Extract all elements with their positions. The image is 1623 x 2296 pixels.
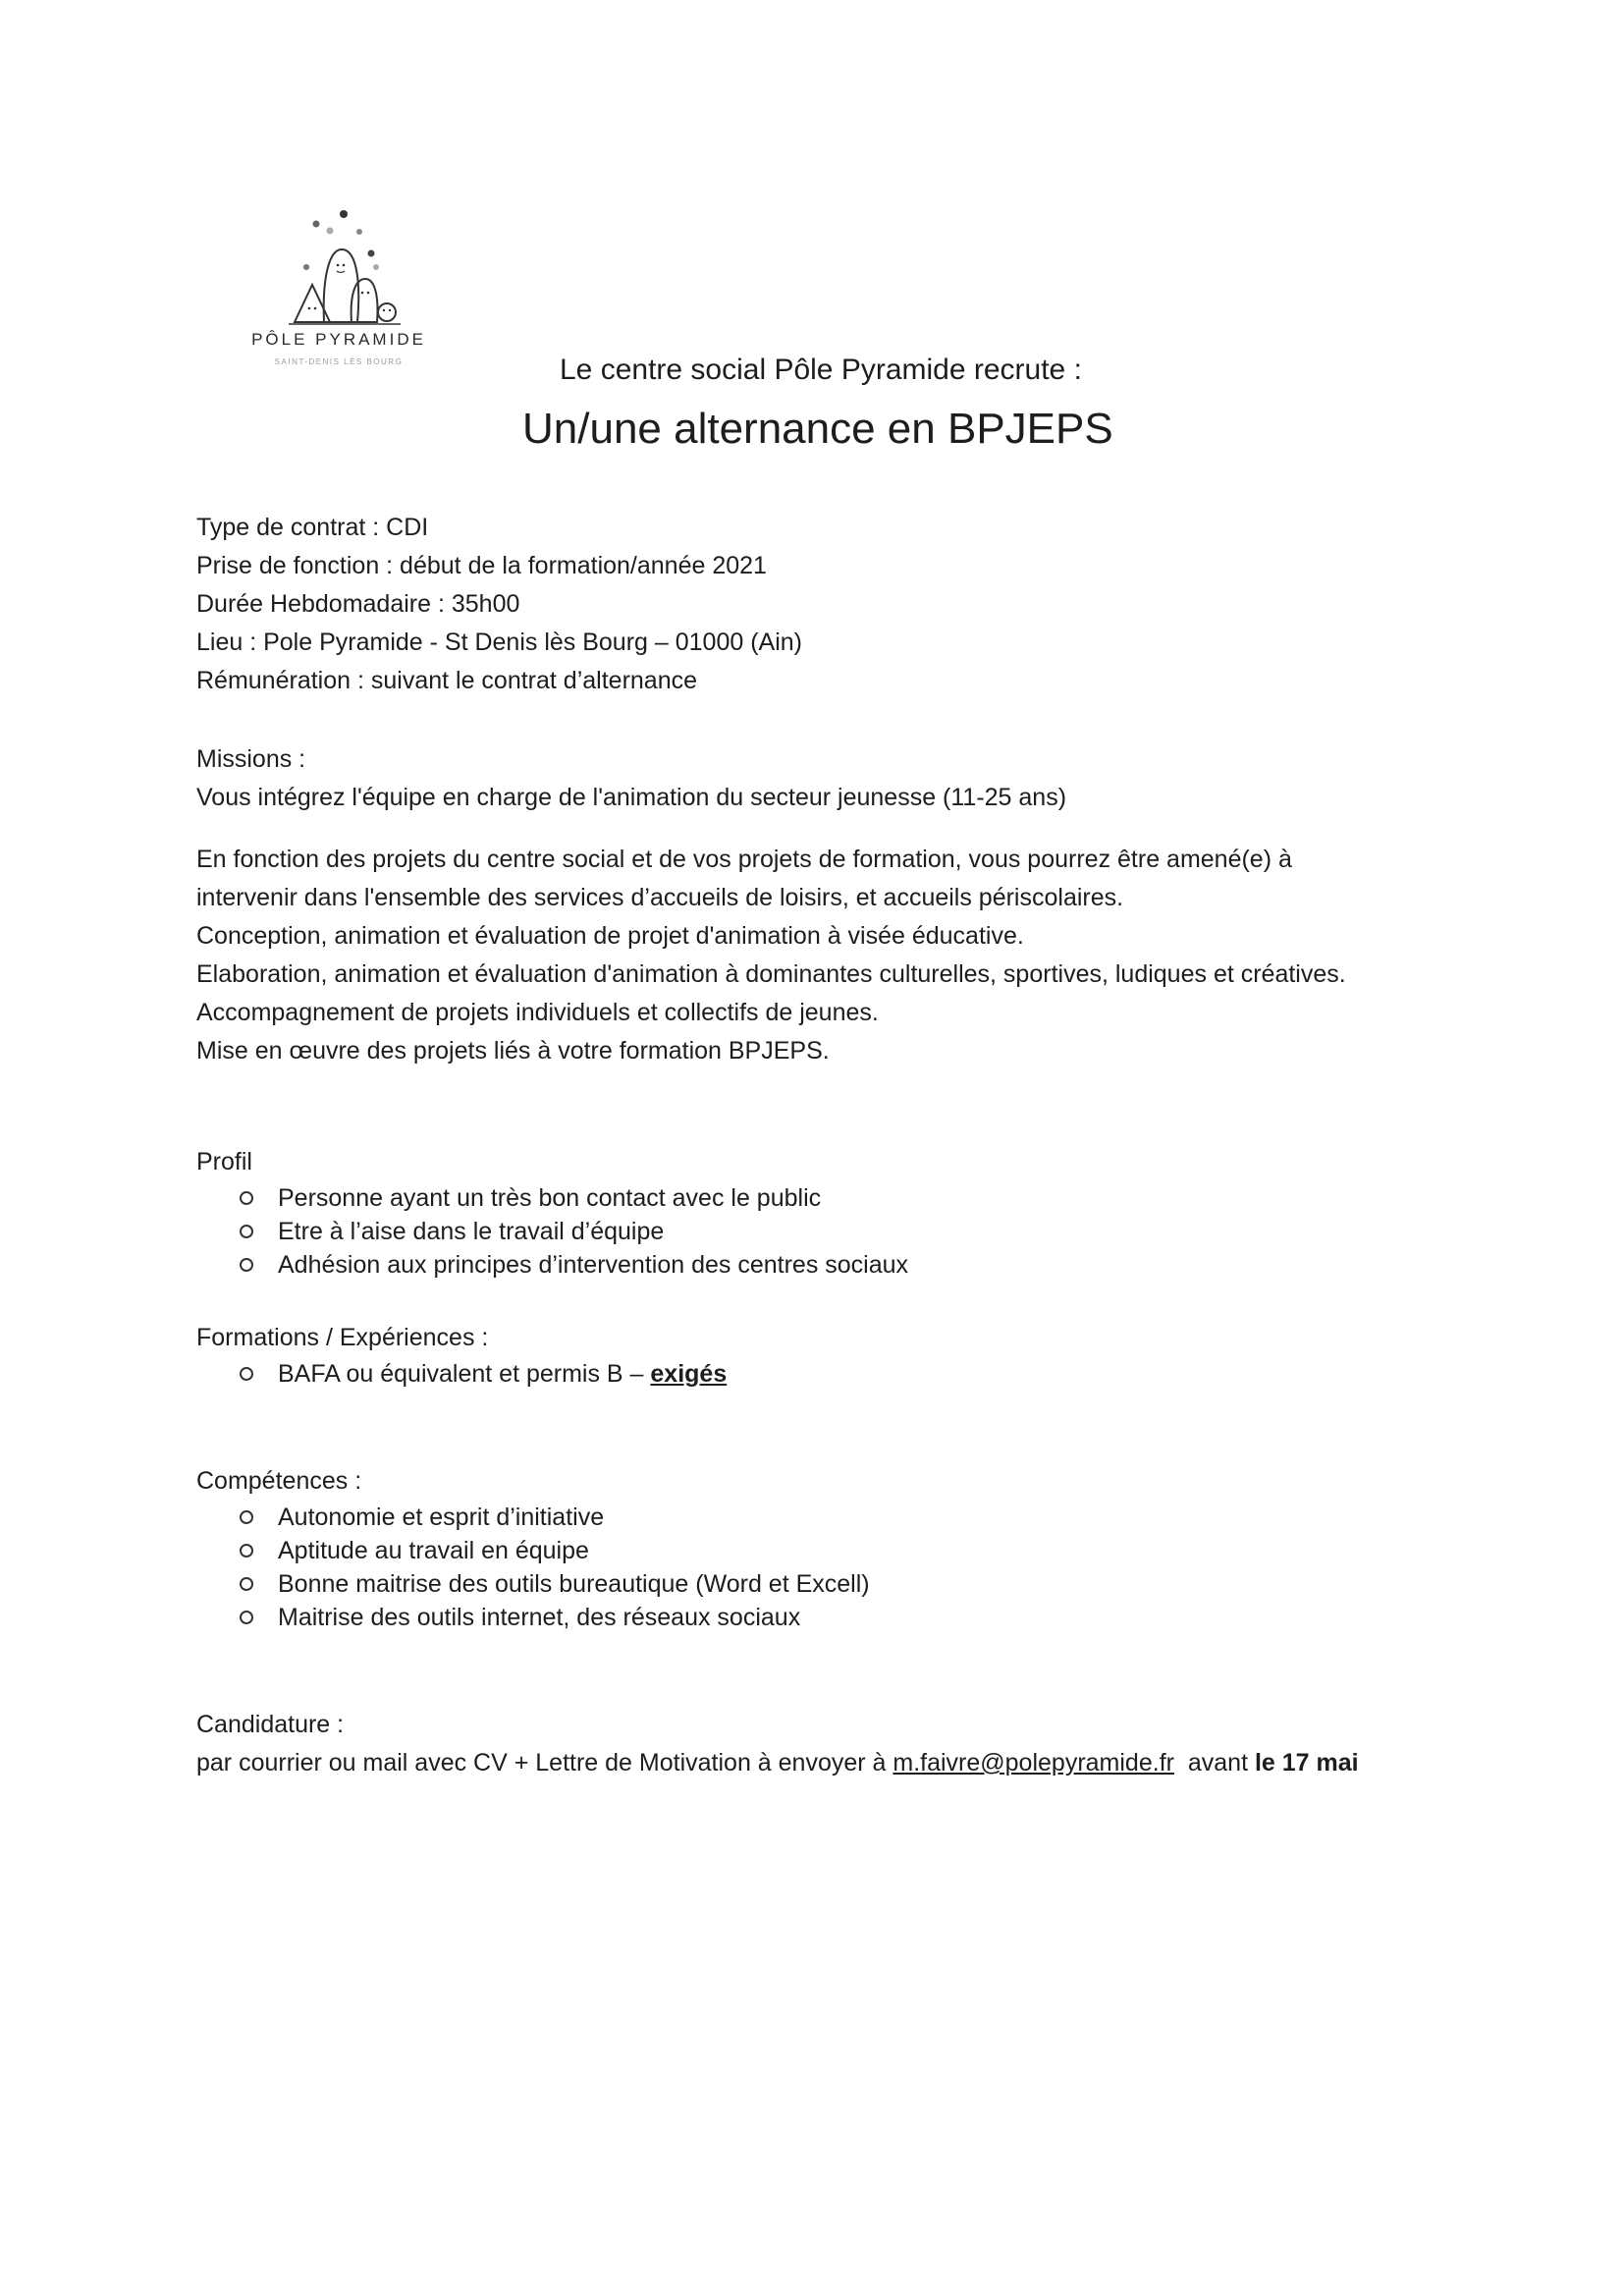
candidature-text: par courrier ou mail avec CV + Lettre de Motivation à envoyer à m.faivre@polepyramide.fr avant le 17 mai [196, 1749, 1359, 1777]
missions-line: Mise en œuvre des projets liés à votre formation BPJEPS. [196, 1037, 830, 1065]
competences-list [196, 1501, 1453, 1634]
detail-contract-type: Type de contrat : CDI [196, 514, 429, 541]
formations-list [196, 1357, 1453, 1391]
missions-line: Accompagnement de projets individuels et collectifs de jeunes. [196, 999, 879, 1026]
detail-weekly-hours: Durée Hebdomadaire : 35h00 [196, 590, 520, 618]
bullet-icon [240, 1611, 253, 1624]
profil-section [196, 1143, 1453, 1282]
formations-section [196, 1319, 1453, 1391]
detail-start: Prise de fonction : début de la formation/année 2021 [196, 552, 767, 579]
bullet-icon [240, 1191, 253, 1205]
required-emphasis: exigés [650, 1360, 728, 1388]
pyramid-characters-icon [265, 206, 412, 334]
email-link[interactable]: m.faivre@polepyramide.fr [893, 1749, 1174, 1777]
logo-wordmark: PÔLE PYRAMIDE [251, 330, 426, 349]
list-item: BAFA ou équivalent et permis B – exigés [196, 1357, 1453, 1391]
bullet-icon [240, 1225, 253, 1238]
list-item: Etre à l’aise dans le travail d’équipe [196, 1215, 1453, 1248]
candidature-section [196, 1706, 1453, 1782]
page-subtitle: Le centre social Pôle Pyramide recrute : [560, 354, 1082, 386]
pole-pyramide-logo [226, 196, 452, 383]
missions-line: Elaboration, animation et évaluation d'animation à dominantes culturelles, sportives, ludiques et créatives. [196, 960, 1346, 988]
contract-details [196, 509, 1453, 700]
profil-heading: Profil [196, 1148, 252, 1175]
missions-heading: Missions : [196, 745, 306, 773]
page-title: Un/une alternance en BPJEPS [522, 405, 1113, 453]
list-item: Maitrise des outils internet, des réseaux sociaux [196, 1601, 1453, 1634]
list-item: Autonomie et esprit d’initiative [196, 1501, 1453, 1534]
bullet-icon [240, 1367, 253, 1381]
candidature-heading: Candidature : [196, 1711, 345, 1738]
missions-line: En fonction des projets du centre social et de vos projets de formation, vous pourrez être amené(e) à [196, 846, 1292, 873]
bullet-icon [240, 1577, 253, 1591]
detail-salary: Rémunération : suivant le contrat d’alternance [196, 667, 698, 694]
bullet-icon [240, 1510, 253, 1524]
missions-section [196, 740, 1453, 817]
profil-list [196, 1181, 1453, 1282]
detail-location: Lieu : Pole Pyramide - St Denis lès Bourg – 01000 (Ain) [196, 629, 802, 656]
deadline: le 17 mai [1254, 1749, 1359, 1777]
formations-heading: Formations / Expériences : [196, 1324, 489, 1351]
list-item: Personne ayant un très bon contact avec le public [196, 1181, 1453, 1215]
list-item: Adhésion aux principes d’intervention des centres sociaux [196, 1248, 1453, 1282]
bullet-icon [240, 1258, 253, 1272]
missions-line: Conception, animation et évaluation de projet d'animation à visée éducative. [196, 922, 1024, 950]
missions-line: intervenir dans l'ensemble des services d’accueils de loisirs, et accueils périscolaires. [196, 884, 1124, 911]
missions-paragraph [196, 841, 1453, 1070]
bullet-icon [240, 1544, 253, 1558]
logo-subtitle: SAINT-DENIS LÈS BOURG [274, 357, 404, 366]
list-item: Aptitude au travail en équipe [196, 1534, 1453, 1567]
missions-intro: Vous intégrez l'équipe en charge de l'animation du secteur jeunesse (11-25 ans) [196, 784, 1067, 811]
competences-section [196, 1462, 1453, 1634]
list-item: Bonne maitrise des outils bureautique (Word et Excell) [196, 1567, 1453, 1601]
competences-heading: Compétences : [196, 1467, 362, 1495]
